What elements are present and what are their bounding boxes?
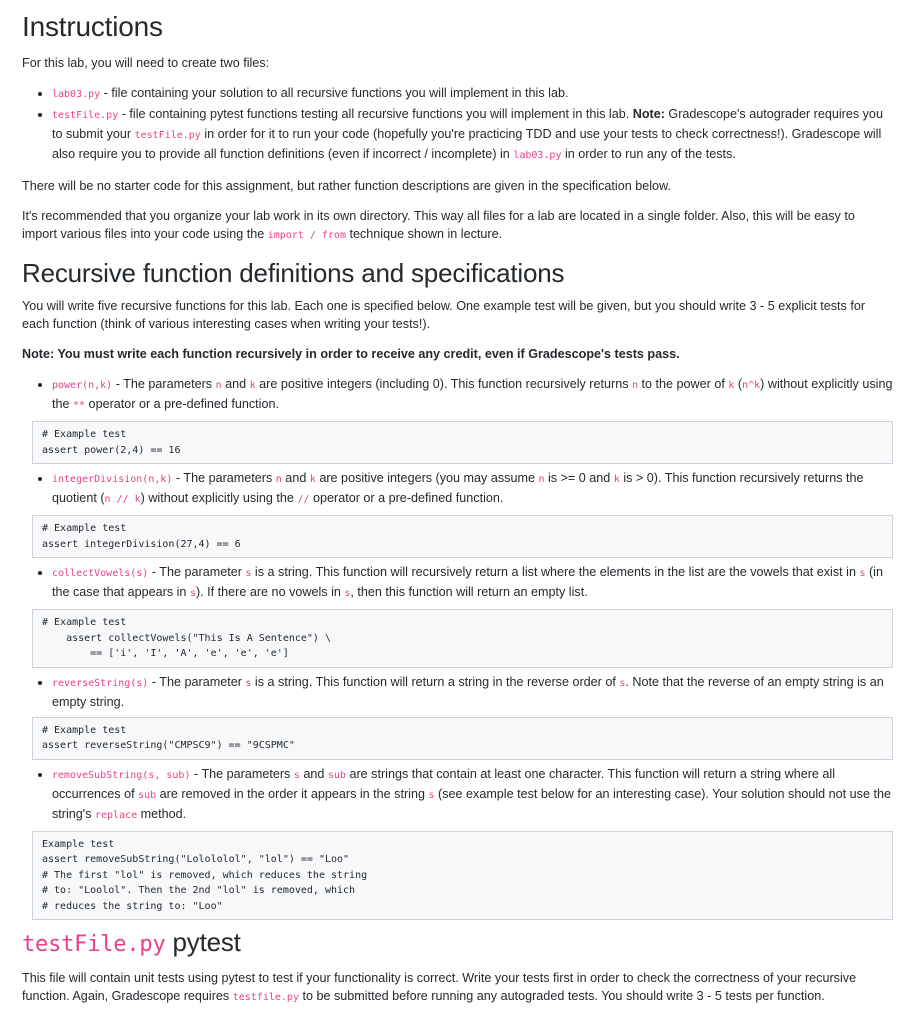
list-item: [52, 469, 893, 509]
inline-code: replace: [95, 809, 138, 821]
inline-code: k: [728, 380, 735, 391]
list-item-text: is >= 0 and: [544, 471, 614, 485]
paragraph-text: It's recommended that you organize your lab work in its own directory. This way all files for a lab are located in a single folder. Also, this will be easy to import various files into your code using the: [22, 209, 855, 241]
list-item-text: - file containing your solution to all recursive functions you will implement in this lab.: [100, 86, 569, 100]
paragraph-text: This file will contain unit tests using pytest to test if your functionality is correct. Write your tests first in order to check the correctness of your recursive function. Again, Gradescope requires: [22, 971, 857, 1003]
list-item-text: operator or a pre-defined function.: [85, 397, 279, 411]
function-signature: power(n,k): [52, 380, 113, 391]
list-item: [52, 765, 893, 825]
function-spec: [22, 563, 893, 603]
function-signature: collectVowels(s): [52, 568, 149, 579]
list-item-text: in order for it to run your code (hopefully you're practicing TDD and use your tests to check correctness!). Gradescope will also require you to provide all function definitions (even if incorrect / incomplete) in: [52, 127, 882, 161]
inline-code: import / from: [267, 230, 346, 241]
list-item-text: Gradescope's autograder requires you to submit your: [52, 107, 883, 141]
inline-code: s: [293, 769, 300, 781]
inline-code: s: [245, 568, 252, 579]
inline-code: s: [344, 588, 351, 599]
list-item-text: . Note that the reverse of an empty string is an empty string.: [52, 674, 884, 709]
inline-code: testFile.py: [134, 130, 201, 141]
list-item: [52, 563, 893, 603]
inline-code: k: [309, 474, 316, 485]
function-spec: [22, 375, 893, 415]
function-list: [22, 375, 893, 920]
list-item-text: - The parameters: [190, 766, 294, 781]
list-item-text: - The parameter: [148, 565, 246, 579]
inline-code: n: [538, 474, 545, 485]
heading-code: testFile.py: [22, 932, 166, 957]
list-item-text: is > 0). This function recursively returns the quotient (: [52, 471, 864, 505]
list-item-text: ). If there are no vowels in: [195, 585, 345, 599]
list-item: [52, 105, 893, 165]
inline-code: //: [297, 494, 310, 505]
list-item: [52, 84, 893, 104]
function-signature: removeSubString(s, sub): [52, 769, 191, 781]
paragraph-text: technique shown in lecture.: [345, 227, 503, 241]
file-list: [22, 84, 893, 165]
function-spec: [22, 469, 893, 509]
testfile-heading: [22, 926, 893, 961]
list-item-text: are strings that contain at least one character. This function will return a string where all occurrences of: [52, 766, 836, 801]
testfile-paragraph: [22, 969, 893, 1007]
list-item-text: - file containing pytest functions testing all recursive functions you will implement in this lab.: [118, 107, 633, 121]
function-spec: [22, 765, 893, 825]
inline-code: lab03.py: [513, 150, 562, 161]
list-item: [52, 375, 893, 415]
specs-heading: Recursive function definitions and specifications: [22, 258, 565, 288]
inline-code: **: [73, 400, 86, 411]
example-code-block: # Example test assert integerDivision(27,4) == 6: [32, 515, 893, 558]
function-spec: [22, 673, 893, 711]
heading-text: pytest: [165, 927, 241, 957]
inline-code: s: [189, 588, 196, 599]
list-item-text: are positive integers (including 0). This function recursively returns: [255, 377, 633, 391]
list-item-text: - The parameters: [172, 471, 276, 485]
inline-code: lab03.py: [52, 89, 101, 100]
example-code-block: Example test assert removeSubString("Lolololol", "lol") == "Loo" # The first "lol" is removed, which reduces the string # to: "Loolol". Then the 2nd "lol" is removed, which # reduces the string to: "Loo": [32, 831, 893, 921]
list-item-text: and: [221, 377, 250, 391]
inline-code: sub: [327, 769, 346, 781]
inline-code: s: [859, 568, 866, 579]
inline-code: s: [428, 789, 435, 801]
specs-intro: You will write five recursive functions for this lab. Each one is specified below. One example test will be given, but you should write 3 - 5 explicit tests for each function (think of various interesting cases when writing your tests!).: [22, 299, 866, 331]
list-item-text: and: [299, 766, 328, 781]
specs-note: Note: You must write each function recursively in order to receive any credit, even if Gradescope's tests pass.: [22, 347, 680, 361]
list-item-text: are positive integers (you may assume: [315, 471, 539, 485]
list-item-text: , then this function will return an empty list.: [350, 585, 588, 599]
instructions-intro: For this lab, you will need to create two files:: [22, 56, 270, 70]
list-item-text: (: [734, 377, 743, 391]
function-signature: reverseString(s): [52, 677, 149, 689]
example-code-block: # Example test assert power(2,4) == 16: [32, 421, 893, 464]
inline-code: n: [632, 380, 639, 391]
inline-code: n: [275, 474, 282, 485]
inline-code: sub: [138, 789, 157, 801]
list-item-text: and: [281, 471, 310, 485]
list-item-text: ) without explicitly using the: [52, 377, 893, 411]
example-code-block: # Example test assert collectVowels("This Is A Sentence") \ == ['i', 'I', 'A', 'e', 'e', 'e']: [32, 609, 893, 668]
list-item-text: are removed in the order it appears in the string: [156, 786, 429, 801]
list-item-text: in order to run any of the tests.: [561, 147, 736, 161]
list-item-text: - The parameters: [112, 377, 216, 391]
paragraph-text: to be submitted before running any autograded tests. You should write 3 - 5 tests per function.: [298, 989, 825, 1003]
list-item-text: is a string. This function will return a string in the reverse order of: [251, 674, 620, 689]
function-signature: integerDivision(n,k): [52, 474, 173, 485]
list-item-text: operator or a pre-defined function.: [309, 491, 504, 505]
inline-code: s: [245, 677, 252, 689]
list-item-text: to the power of: [638, 377, 729, 391]
starter-paragraph: There will be no starter code for this assignment, but rather function descriptions are given in the specification below.: [22, 179, 671, 193]
example-code-block: # Example test assert reverseString("CMPSC9") == "9CSPMC": [32, 717, 893, 760]
list-item-text: (see example test below for an interesting case). Your solution should not use the string's: [52, 786, 891, 821]
list-item-text: method.: [137, 806, 187, 821]
inline-code: n // k: [104, 494, 141, 505]
inline-code: n: [215, 380, 222, 391]
note-label: Note:: [632, 107, 665, 121]
list-item: [52, 673, 893, 711]
inline-code: testfile.py: [232, 992, 299, 1003]
list-item-text: is a string. This function will recursively return a list where the elements in the list are the vowels that exist in: [251, 565, 860, 579]
inline-code: testFile.py: [52, 110, 119, 121]
inline-code: n^k: [742, 380, 761, 391]
list-item-text: ) without explicitly using the: [140, 491, 298, 505]
inline-code: k: [613, 474, 620, 485]
list-item-text: (in the case that appears in: [52, 565, 883, 599]
organize-paragraph: [22, 207, 893, 245]
list-item-text: - The parameter: [148, 674, 246, 689]
instructions-heading: Instructions: [22, 11, 163, 42]
inline-code: s: [619, 677, 626, 689]
inline-code: k: [249, 380, 256, 391]
